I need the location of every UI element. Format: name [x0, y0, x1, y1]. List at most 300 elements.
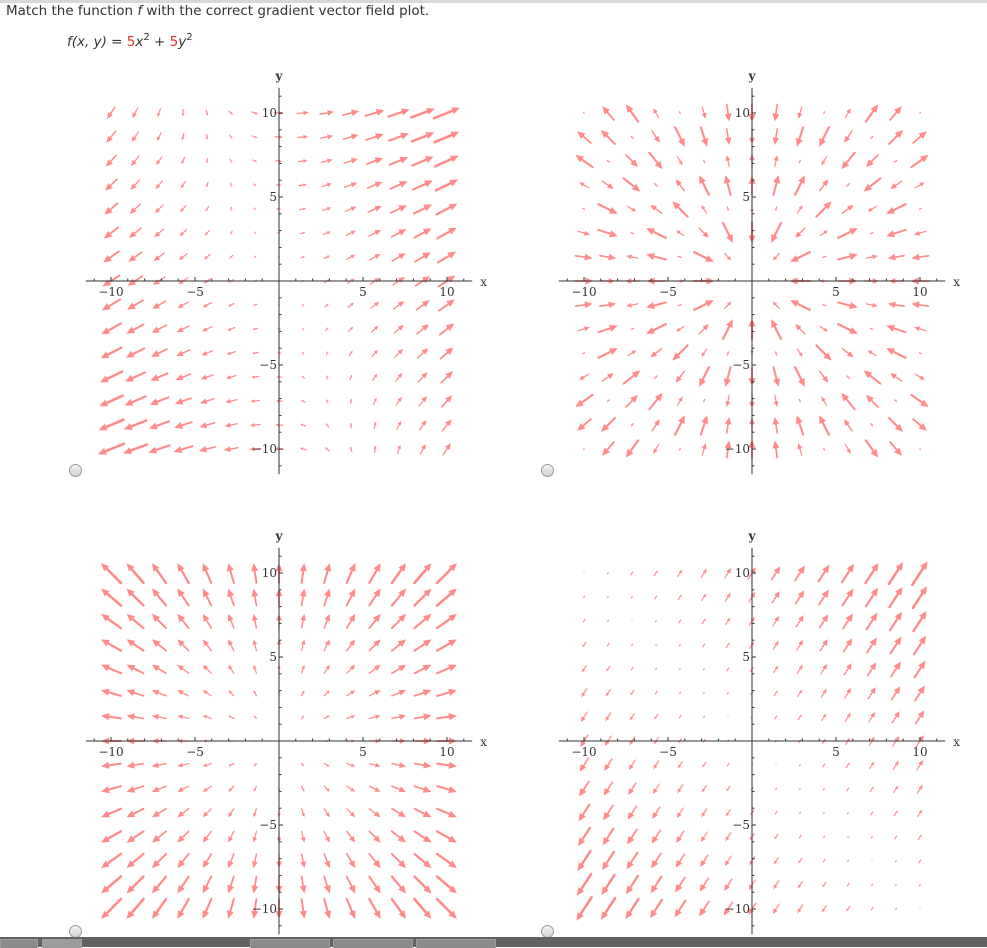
- vector-arrow: [205, 206, 208, 211]
- vector-arrow: [646, 302, 666, 309]
- vector-arrow: [230, 207, 231, 210]
- vector-arrow: [886, 230, 905, 237]
- vector-arrow: [230, 135, 233, 139]
- vector-arrow: [418, 372, 427, 382]
- vector-arrow: [841, 153, 854, 170]
- vector-arrow: [369, 230, 381, 236]
- vector-arrow: [177, 563, 188, 583]
- vector-arrow: [413, 180, 433, 189]
- vector-arrow: [179, 254, 187, 260]
- vector-arrow: [441, 371, 453, 382]
- vector-arrow: [702, 594, 706, 601]
- vector-arrow: [301, 400, 305, 402]
- vector-arrow: [911, 395, 928, 407]
- vector-arrow: [870, 232, 873, 233]
- vector-arrow: [775, 811, 777, 814]
- vector-arrow: [870, 786, 873, 791]
- vector-arrow: [575, 395, 592, 407]
- vector-arrow: [653, 444, 658, 454]
- vector-arrow: [374, 422, 377, 429]
- vector-arrow: [890, 442, 902, 456]
- vector-arrow: [127, 689, 144, 696]
- vector-arrow: [626, 303, 638, 308]
- question-prefix: Match the function: [6, 3, 137, 19]
- vector-arrow: [694, 252, 714, 262]
- vector-field-plot-2: [555, 60, 985, 480]
- vector-arrow: [675, 415, 685, 434]
- vector-arrow: [130, 204, 141, 214]
- vector-arrow: [627, 853, 638, 870]
- y-tick-label: 10: [735, 106, 750, 120]
- vector-arrow: [795, 175, 805, 195]
- vector-arrow: [132, 132, 139, 142]
- vector-arrow: [101, 831, 121, 842]
- vector-arrow: [396, 373, 403, 381]
- vector-arrow: [369, 563, 380, 583]
- vector-arrow: [870, 762, 874, 769]
- vector-arrow: [437, 786, 457, 793]
- vector-arrow: [253, 809, 256, 817]
- vector-arrow: [415, 689, 432, 696]
- vector-arrow: [203, 877, 211, 894]
- vector-arrow: [152, 301, 165, 309]
- vector-arrow: [104, 227, 118, 238]
- vector-arrow: [130, 180, 139, 190]
- vector-arrow: [646, 228, 666, 238]
- vector-arrow: [370, 254, 381, 260]
- vector-arrow: [679, 715, 681, 718]
- vector-arrow: [390, 181, 407, 189]
- y-tick-label: −5: [259, 358, 277, 372]
- vector-arrow: [302, 716, 305, 719]
- vector-arrow: [102, 300, 120, 311]
- vector-arrow: [919, 208, 921, 209]
- vector-arrow: [150, 397, 169, 405]
- x-tick-label: 10: [912, 285, 927, 299]
- radio-option-1[interactable]: [69, 464, 82, 477]
- vector-arrow: [397, 421, 401, 429]
- vector-arrow: [101, 854, 121, 868]
- radio-option-2[interactable]: [541, 464, 554, 477]
- vector-arrow: [582, 642, 585, 647]
- vector-arrow: [650, 205, 661, 214]
- vector-arrow: [101, 665, 121, 674]
- vector-arrow: [251, 399, 260, 403]
- vector-arrow: [891, 661, 901, 676]
- vector-arrow: [652, 830, 661, 843]
- vector-arrow: [106, 131, 115, 143]
- vector-arrow: [628, 806, 637, 819]
- vector-arrow: [127, 877, 144, 894]
- vector-arrow: [790, 300, 810, 310]
- vector-arrow: [437, 563, 457, 583]
- vector-arrow: [653, 108, 658, 118]
- vector-arrow: [369, 786, 380, 792]
- vector-arrow: [251, 589, 258, 606]
- vector-arrow: [797, 640, 804, 650]
- vector-arrow: [325, 303, 329, 306]
- vector-arrow: [105, 179, 117, 190]
- vector-arrow: [630, 714, 634, 721]
- vector-arrow: [867, 613, 878, 630]
- vector-arrow: [726, 810, 730, 817]
- vector-arrow: [347, 614, 355, 628]
- vector-arrow: [127, 563, 144, 583]
- vector-arrow: [253, 831, 258, 842]
- vector-arrow: [646, 324, 666, 334]
- vector-arrow: [227, 589, 234, 606]
- x-tick-label: −10: [98, 745, 123, 759]
- vector-arrow: [598, 348, 617, 358]
- vector-arrow: [372, 350, 378, 357]
- vector-arrow: [127, 809, 144, 817]
- vector-arrow: [420, 444, 425, 454]
- vector-arrow: [300, 448, 307, 451]
- taskbar: [0, 937, 987, 947]
- vector-arrow: [174, 446, 193, 453]
- vector-arrow: [675, 127, 685, 146]
- vector-arrow: [415, 563, 432, 583]
- vector-arrow: [347, 809, 355, 817]
- formula-exponent-1: 2: [143, 32, 149, 43]
- vector-arrow: [127, 300, 143, 309]
- vector-arrow: [626, 104, 638, 121]
- vector-arrow: [182, 134, 185, 141]
- vector-arrow: [366, 109, 385, 116]
- vector-arrow: [175, 398, 191, 405]
- vector-arrow: [651, 853, 661, 868]
- vector-arrow: [105, 203, 118, 214]
- vector-arrow: [298, 135, 308, 139]
- vector-arrow: [601, 130, 615, 144]
- vector-arrow: [624, 370, 641, 383]
- vector-arrow: [349, 350, 352, 355]
- vector-arrow: [772, 105, 779, 122]
- vector-arrow: [366, 133, 383, 140]
- vector-arrow: [200, 398, 214, 404]
- vector-arrow: [127, 831, 144, 842]
- vector-arrow: [631, 136, 633, 139]
- vector-arrow: [414, 204, 432, 213]
- vector-arrow: [300, 563, 307, 583]
- vector-arrow: [101, 563, 121, 583]
- vector-arrow: [871, 836, 872, 838]
- y-tick-label: −5: [732, 358, 750, 372]
- vector-arrow: [131, 156, 139, 166]
- vector-arrow: [371, 326, 378, 332]
- vector-arrow: [440, 323, 454, 334]
- vector-arrow: [773, 254, 780, 261]
- vector-arrow: [177, 639, 188, 650]
- vector-arrow: [177, 854, 188, 868]
- vector-arrow: [871, 811, 873, 814]
- vector-arrow: [701, 809, 706, 817]
- vector-arrow: [369, 614, 380, 628]
- vector-arrow: [367, 157, 383, 164]
- vector-arrow: [392, 899, 406, 919]
- vector-arrow: [415, 252, 431, 261]
- vector-arrow: [774, 834, 777, 839]
- vector-arrow: [582, 666, 586, 673]
- vector-arrow: [915, 661, 926, 678]
- vector-arrow: [411, 108, 435, 117]
- vector-arrow: [841, 393, 854, 410]
- vector-arrow: [607, 160, 610, 162]
- vector-arrow: [101, 589, 121, 606]
- vector-arrow: [369, 639, 380, 650]
- vector-arrow: [581, 689, 586, 697]
- vector-arrow: [324, 809, 330, 817]
- vector-arrow: [796, 615, 804, 627]
- vector-arrow: [816, 345, 831, 360]
- vector-arrow: [155, 205, 163, 213]
- vector-arrow: [420, 420, 427, 430]
- vector-arrow: [301, 831, 306, 842]
- vector-arrow: [203, 690, 211, 696]
- vector-arrow: [577, 419, 591, 431]
- vector-arrow: [703, 643, 705, 646]
- vector-arrow: [846, 183, 850, 187]
- vector-arrow: [576, 301, 593, 308]
- vector-arrow: [395, 349, 403, 357]
- vector-arrow: [799, 835, 801, 838]
- vector-arrow: [871, 907, 873, 910]
- vector-arrow: [775, 788, 776, 790]
- vector-arrow: [206, 134, 208, 139]
- y-axis-label: y: [275, 529, 284, 543]
- vector-arrow: [230, 159, 232, 163]
- vector-arrow: [443, 443, 451, 455]
- x-axis: [86, 735, 487, 759]
- vector-arrow: [655, 691, 657, 694]
- vector-arrow: [607, 643, 609, 646]
- vector-arrow: [919, 352, 921, 353]
- vector-arrow: [607, 572, 608, 574]
- y-tick-label: 5: [269, 190, 277, 204]
- vector-arrow: [823, 448, 824, 450]
- formula-exponent-2: 2: [186, 32, 192, 43]
- vector-arrow: [392, 809, 406, 817]
- vector-arrow: [675, 901, 686, 918]
- vector-arrow: [439, 299, 455, 310]
- vector-arrow: [350, 446, 352, 451]
- vector-arrow: [369, 715, 380, 720]
- vector-arrow: [579, 805, 590, 822]
- vector-arrow: [606, 666, 609, 671]
- vector-arrow: [179, 230, 186, 236]
- vector-arrow: [324, 899, 331, 919]
- vector-arrow: [203, 809, 211, 817]
- vector-arrow: [322, 183, 332, 187]
- y-tick-label: 10: [262, 106, 277, 120]
- vector-arrow: [598, 325, 617, 332]
- x-tick-label: 10: [439, 285, 454, 299]
- vector-arrow: [917, 785, 922, 793]
- vector-arrow: [203, 763, 211, 766]
- vector-arrow: [820, 230, 828, 235]
- vector-arrow: [394, 301, 405, 309]
- vector-arrow: [152, 854, 166, 868]
- vector-arrow: [773, 367, 780, 387]
- vector-arrow: [773, 616, 780, 626]
- vector-arrow: [321, 159, 332, 164]
- vector-arrow: [300, 232, 305, 234]
- vector-arrow: [254, 208, 255, 210]
- vector-arrow: [254, 716, 257, 719]
- vector-arrow: [228, 665, 234, 673]
- vector-arrow: [101, 809, 121, 818]
- vector-arrow: [630, 232, 633, 233]
- vector-arrow: [866, 588, 878, 606]
- vector-arrow: [679, 644, 680, 646]
- vector-arrow: [437, 713, 457, 720]
- vector-arrow: [302, 376, 305, 378]
- vector-arrow: [584, 449, 585, 450]
- vector-arrow: [576, 897, 591, 921]
- vector-arrow: [415, 899, 432, 919]
- vector-arrow: [917, 760, 924, 770]
- vector-arrow: [415, 831, 432, 842]
- formula-coefficient-1: 5: [127, 34, 136, 50]
- vector-arrow: [326, 375, 327, 379]
- vector-arrow: [435, 132, 460, 143]
- vector-arrow: [99, 396, 122, 407]
- vector-arrow: [652, 419, 660, 431]
- vector-arrow: [157, 109, 160, 118]
- vector-arrow: [679, 692, 680, 694]
- vector-arrow: [394, 325, 403, 333]
- vector-arrow: [649, 153, 662, 170]
- x-tick-label: −5: [659, 285, 677, 299]
- vector-arrow: [822, 714, 826, 721]
- vector-arrow: [676, 831, 684, 843]
- vector-arrow: [302, 304, 303, 306]
- vector-arrow: [677, 785, 682, 793]
- vector-arrow: [626, 440, 638, 457]
- vector-arrow: [437, 639, 457, 650]
- vector-arrow: [630, 328, 633, 329]
- vector-arrow: [844, 419, 852, 431]
- vector-arrow: [324, 665, 330, 673]
- vector-arrow: [889, 418, 903, 432]
- x-tick-label: −10: [98, 285, 123, 299]
- vector-arrow: [727, 692, 728, 694]
- vector-arrow: [326, 327, 328, 330]
- vector-arrow: [203, 899, 212, 919]
- vector-arrow: [821, 664, 828, 674]
- vector-arrow: [228, 614, 234, 628]
- vector-arrow: [602, 106, 614, 120]
- vector-arrow: [301, 665, 304, 673]
- y-tick-label: 10: [735, 566, 750, 580]
- vector-arrow: [583, 619, 585, 622]
- vector-arrow: [369, 665, 380, 673]
- vector-arrow: [324, 716, 330, 719]
- vector-arrow: [844, 131, 852, 143]
- vector-arrow: [324, 764, 330, 767]
- vector-arrow: [325, 447, 329, 451]
- vector-arrow: [726, 395, 731, 407]
- vector-arrow: [844, 638, 853, 651]
- vector-arrow: [152, 831, 166, 842]
- vector-arrow: [864, 178, 881, 191]
- vector-arrow: [915, 685, 925, 700]
- vector-arrow: [252, 854, 258, 868]
- vector-arrow: [206, 182, 208, 187]
- vector-arrow: [442, 395, 452, 407]
- vector-arrow: [437, 204, 458, 215]
- vector-arrow: [152, 786, 166, 792]
- taskbar-app-button[interactable]: [132, 939, 172, 947]
- x-tick-label: −10: [571, 745, 596, 759]
- vector-arrow: [725, 568, 732, 578]
- vector-arrow: [251, 877, 258, 894]
- vector-arrow: [127, 614, 144, 628]
- vector-field-plot-3: [80, 520, 510, 940]
- vector-arrow: [253, 639, 258, 650]
- vector-arrow: [577, 131, 591, 143]
- vector-arrow: [417, 324, 429, 334]
- vector-arrow: [604, 782, 613, 795]
- vector-arrow: [252, 328, 257, 330]
- vector-arrow: [896, 885, 897, 886]
- vector-arrow: [253, 304, 257, 306]
- vector-arrow: [842, 564, 854, 582]
- vector-arrow: [203, 786, 211, 792]
- vector-arrow: [821, 689, 826, 697]
- vector-arrow: [127, 589, 144, 606]
- vector-arrow: [346, 231, 356, 236]
- vector-arrow: [347, 639, 355, 650]
- vector-arrow: [226, 375, 236, 379]
- vector-arrow: [152, 809, 166, 817]
- vector-arrow: [204, 255, 210, 260]
- x-axis: [559, 735, 960, 759]
- vector-arrow: [389, 133, 409, 141]
- vector-arrow: [99, 420, 124, 431]
- vector-arrow: [894, 786, 898, 793]
- vector-arrow: [225, 423, 238, 428]
- vector-arrow: [302, 690, 305, 696]
- vector-arrow: [205, 231, 210, 236]
- vector-arrow: [152, 762, 166, 768]
- vector-arrow: [866, 104, 878, 121]
- x-axis-label: x: [480, 735, 487, 749]
- vector-arrow: [227, 351, 236, 355]
- vector-arrow: [438, 252, 456, 263]
- vector-arrow: [101, 713, 121, 720]
- vector-arrow: [199, 422, 214, 428]
- vector-arrow: [727, 351, 729, 355]
- vector-arrow: [892, 686, 901, 699]
- vector-arrow: [227, 563, 234, 583]
- vector-arrow: [154, 253, 165, 261]
- vector-arrow: [437, 854, 457, 868]
- y-tick-label: 5: [742, 190, 750, 204]
- vector-arrow: [790, 252, 810, 262]
- vector-arrow: [344, 158, 358, 164]
- vector-arrow: [156, 181, 163, 189]
- vector-arrow: [324, 255, 330, 258]
- vector-arrow: [203, 589, 211, 606]
- vector-arrow: [723, 223, 733, 243]
- vector-arrow: [894, 810, 897, 815]
- vector-arrow: [203, 303, 212, 308]
- y-tick-label: −10: [252, 902, 277, 916]
- vector-arrow: [177, 809, 188, 817]
- vector-arrow: [101, 877, 121, 894]
- vector-arrow: [579, 182, 589, 187]
